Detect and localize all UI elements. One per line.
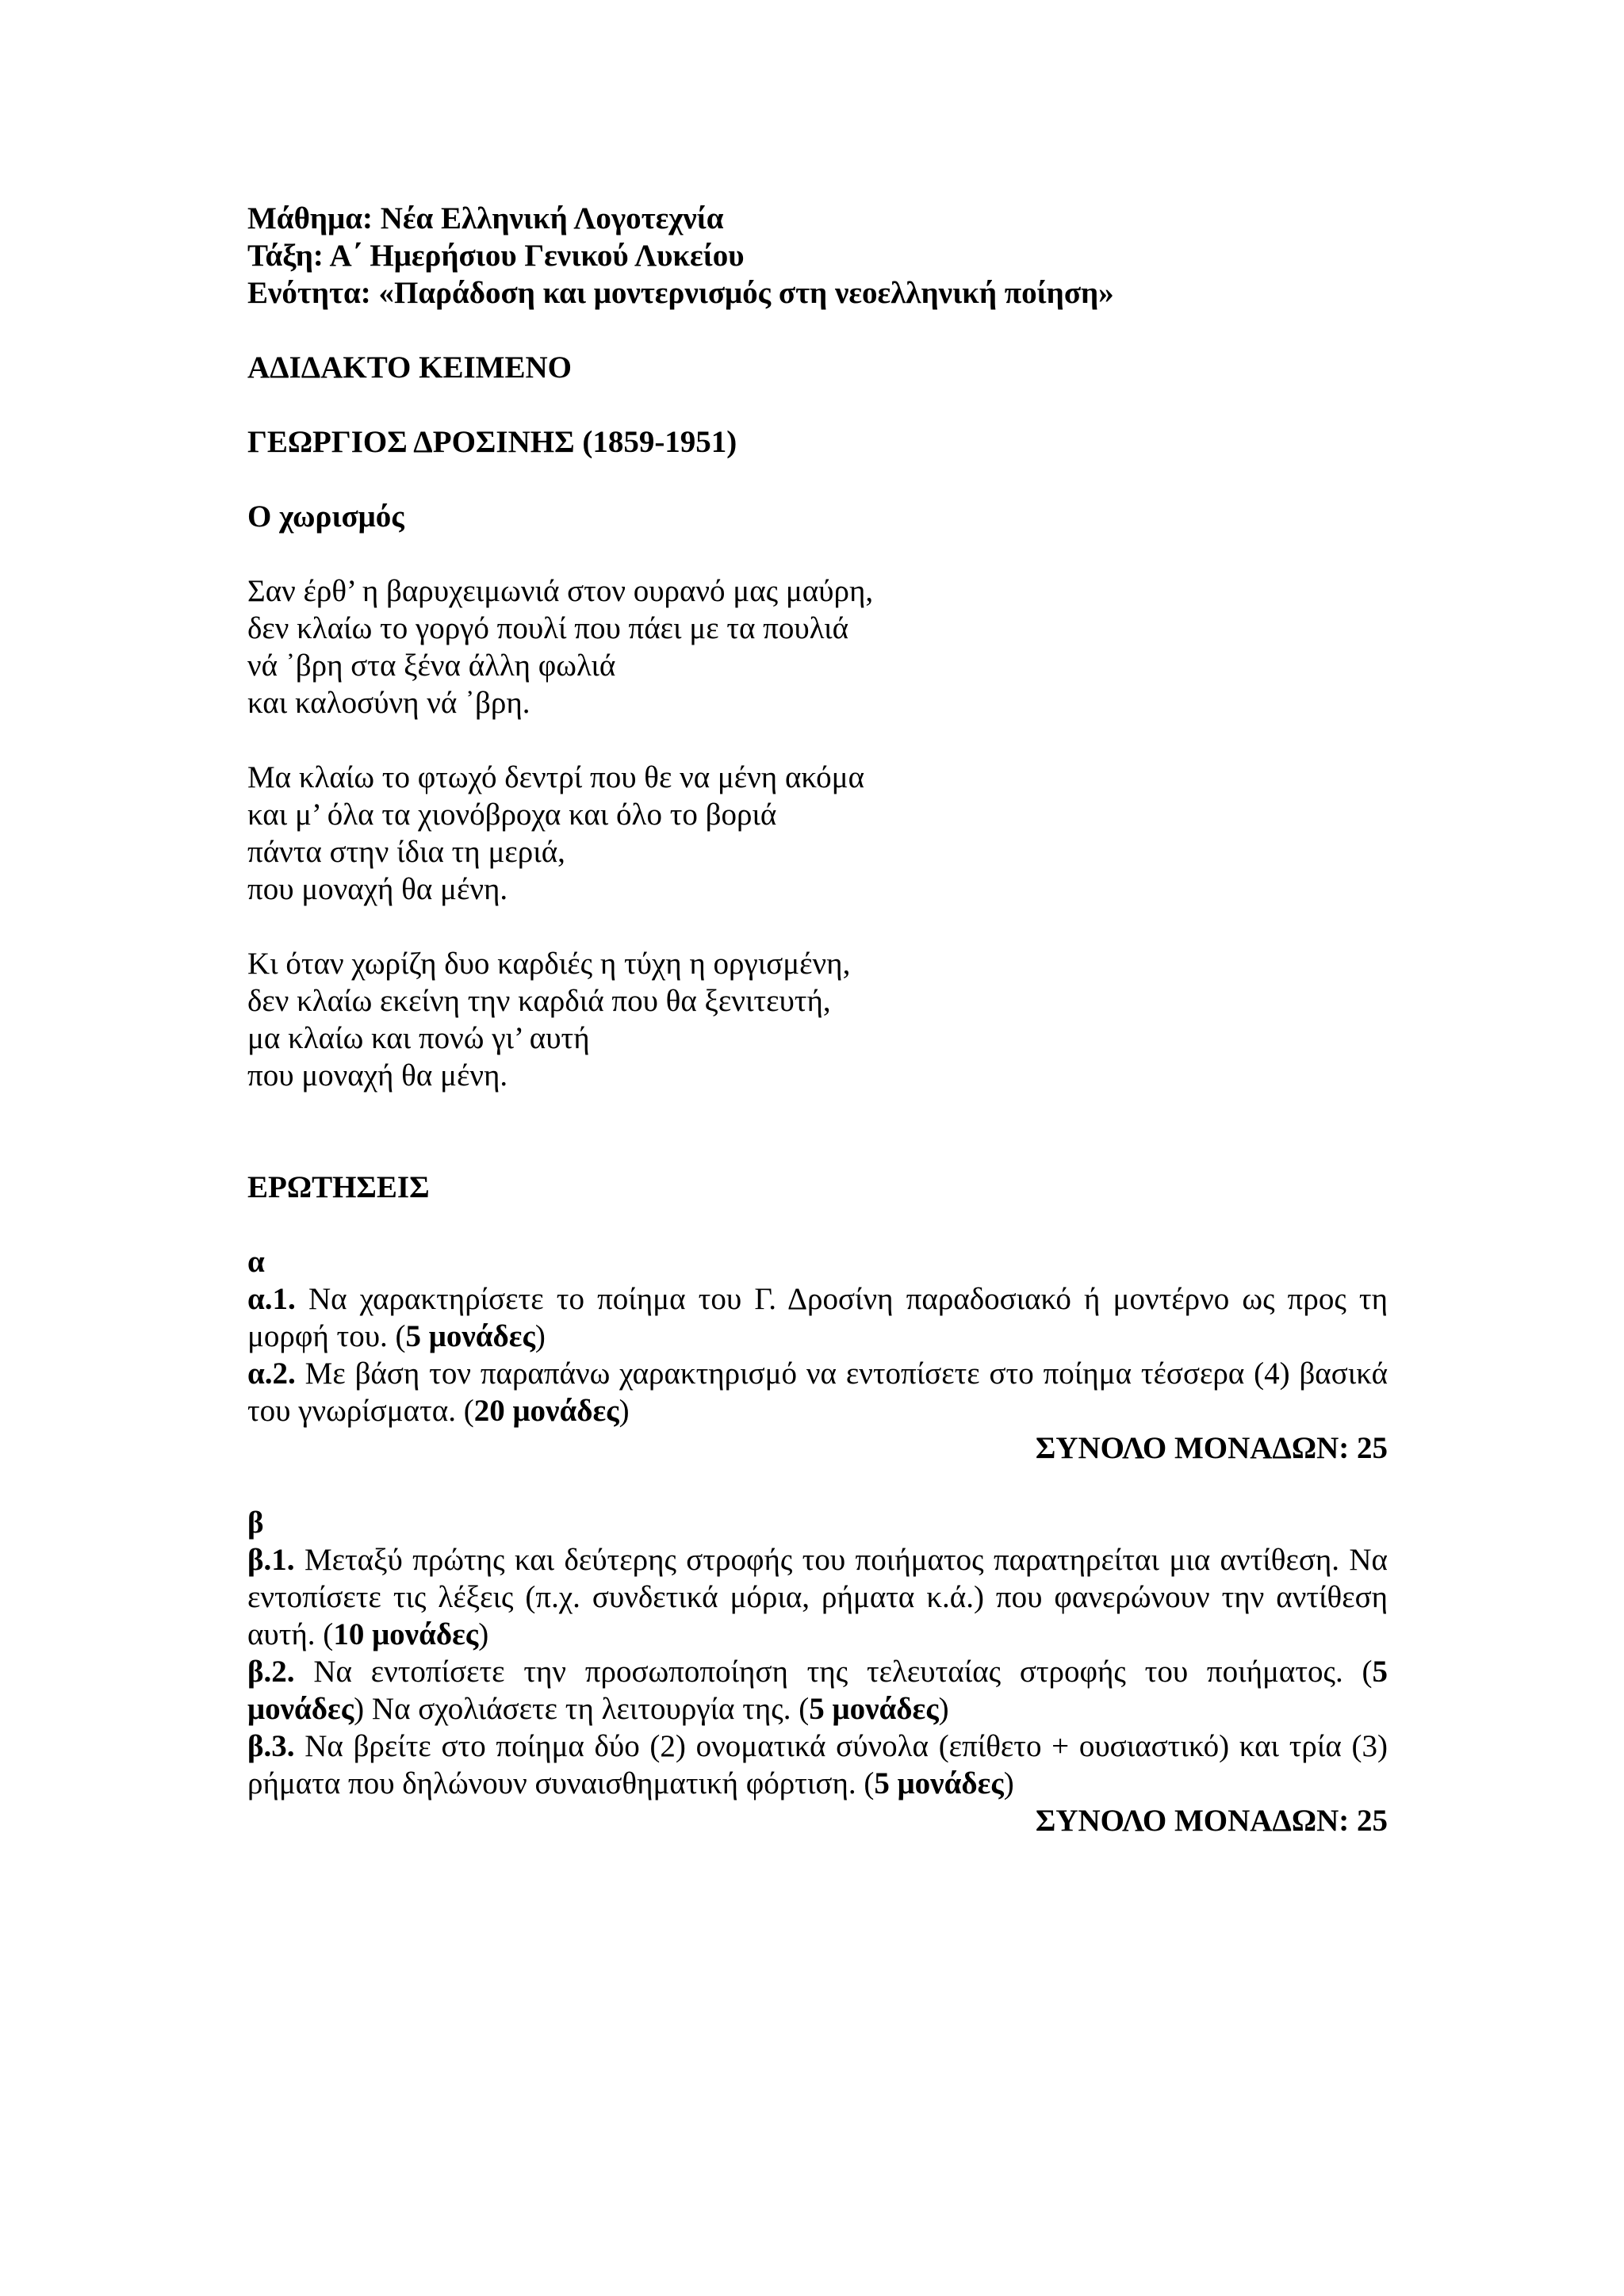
question-close: ) (938, 1692, 949, 1726)
question-close: ) (478, 1617, 489, 1651)
poem-line: και καλοσύνη νά ᾽βρη. (247, 686, 530, 720)
class-line: Τάξη: Α΄ Ημερήσιου Γενικού Λυκείου (247, 239, 745, 273)
poem-stanza-3 (247, 945, 1388, 1094)
poem-stanza-2 (247, 759, 1388, 908)
question-number: β.3. (247, 1729, 295, 1763)
question-number: α.1. (247, 1282, 296, 1316)
subject-line: Μάθημα: Νέα Ελληνική Λογοτεχνία (247, 201, 724, 235)
header (247, 200, 1388, 312)
question-points: 5 μονάδες (247, 1655, 1388, 1726)
poem-line: και μ’ όλα τα χιονόβροχα και όλο το βοριά (247, 798, 777, 832)
question-points: 5 μονάδες (809, 1692, 939, 1726)
question-number: β.2. (247, 1655, 295, 1689)
group-b-total: ΣΥΝΟΛΟ ΜΟΝΑΔΩΝ: 25 (1035, 1804, 1388, 1838)
group-a-total: ΣΥΝΟΛΟ ΜΟΝΑΔΩΝ: 25 (1035, 1431, 1388, 1465)
unit-line: Ενότητα: «Παράδοση και μοντερνισμός στη νεοελληνική ποίηση» (247, 276, 1114, 310)
question-b3 (247, 1728, 1388, 1802)
document-page (247, 200, 1388, 1839)
question-a1 (247, 1280, 1388, 1355)
questions-heading: ΕΡΩΤΗΣΕΙΣ (247, 1170, 430, 1204)
author-line: ΓΕΩΡΓΙΟΣ ΔΡΟΣΙΝΗΣ (1859-1951) (247, 425, 737, 459)
poem-line: Κι όταν χωρίζη δυο καρδιές η τύχη η οργισμένη, (247, 947, 851, 981)
question-b2 (247, 1653, 1388, 1728)
question-text: Να βρείτε στο ποίημα δύο (2) ονοματικά σύνολα (επίθετο + ουσιαστικό) και τρία (3) ρήματα που δηλώνουν συναισθηματική φόρτιση. ( (247, 1729, 1388, 1800)
question-close: ) (619, 1394, 630, 1428)
question-close: ) (534, 1319, 546, 1353)
poem-line: μα κλαίω και πονώ γι’ αυτή (247, 1021, 590, 1055)
question-text: Με βάση τον παραπάνω χαρακτηρισμό να εντοπίσετε στο ποίημα τέσσερα (4) βασικά του γνωρίσματα. ( (247, 1357, 1388, 1428)
poem-line: δεν κλαίω εκείνη την καρδιά που θα ξενιτευτή, (247, 984, 831, 1018)
section-unseen-heading: ΑΔΙΔΑΚΤΟ ΚΕΙΜΕΝΟ (247, 350, 572, 385)
question-text: ) Να σχολιάσετε τη λειτουργία της. ( (354, 1692, 810, 1726)
group-a-label: α (247, 1245, 265, 1279)
question-points: 5 μονάδες (405, 1319, 535, 1353)
poem-line: που μοναχή θα μένη. (247, 1058, 508, 1093)
question-text: Να χαρακτηρίσετε το ποίημα του Γ. Δροσίνη παραδοσιακό ή μοντέρνο ως προς τη μορφή του. ( (247, 1282, 1388, 1353)
question-points: 20 μονάδες (473, 1394, 619, 1428)
question-points: 5 μονάδες (874, 1766, 1004, 1800)
group-b-label: β (247, 1506, 264, 1540)
poem-title: Ο χωρισμός (247, 499, 404, 534)
poem-line: πάντα στην ίδια τη μεριά, (247, 835, 565, 869)
poem-line: δεν κλαίω το γοργό πουλί που πάει με τα πουλιά (247, 611, 849, 645)
question-b1 (247, 1541, 1388, 1653)
question-close: ) (1003, 1766, 1014, 1800)
poem-stanza-1 (247, 572, 1388, 721)
poem-line: Σαν έρθ’ η βαρυχειμωνιά στον ουρανό μας μαύρη, (247, 574, 874, 608)
question-text: Μεταξύ πρώτης και δεύτερης στροφής του ποιήματος παρατηρείται μια αντίθεση. Να εντοπίσετε τις λέξεις (π.χ. συνδετικά μόρια, ρήματα κ.ά.) που φανερώνουν την αντίθεση αυτή. ( (247, 1543, 1388, 1651)
question-number: α.2. (247, 1357, 296, 1391)
poem-line: που μοναχή θα μένη. (247, 872, 508, 906)
question-a2 (247, 1355, 1388, 1429)
poem-line: Μα κλαίω το φτωχό δεντρί που θε να μένη ακόμα (247, 760, 865, 794)
poem-line: νά ᾽βρη στα ξένα άλλη φωλιά (247, 649, 616, 683)
question-points: 10 μονάδες (333, 1617, 479, 1651)
question-text: Να εντοπίσετε την προσωποποίηση της τελευταίας στροφής του ποιήματος. ( (294, 1655, 1373, 1689)
question-number: β.1. (247, 1543, 295, 1577)
